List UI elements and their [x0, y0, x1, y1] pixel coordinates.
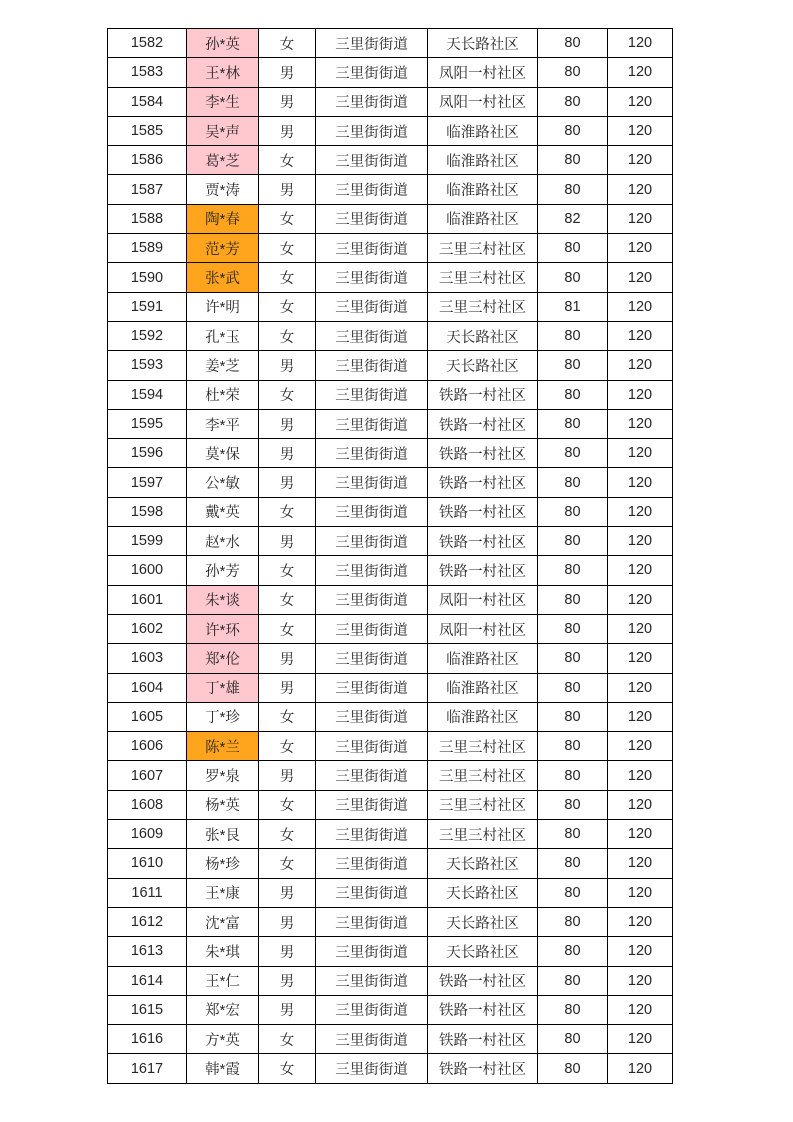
community-cell: 临淮路社区	[428, 204, 538, 233]
score-cell: 80	[538, 907, 608, 936]
name-cell: 沈*富	[187, 907, 259, 936]
street-cell: 三里街街道	[316, 468, 428, 497]
fee-cell: 120	[608, 380, 673, 409]
table-row	[108, 556, 673, 585]
gender-cell: 女	[259, 292, 316, 321]
table-row	[108, 702, 673, 731]
gender-cell: 女	[259, 29, 316, 58]
community-cell: 铁路一村社区	[428, 439, 538, 468]
fee-cell: 120	[608, 263, 673, 292]
gender-cell: 男	[259, 527, 316, 556]
table-row	[108, 351, 673, 380]
serial-cell: 1582	[108, 29, 187, 58]
score-cell: 80	[538, 937, 608, 966]
gender-cell: 男	[259, 468, 316, 497]
community-cell: 临淮路社区	[428, 116, 538, 145]
score-cell: 80	[538, 732, 608, 761]
name-cell: 王*仁	[187, 966, 259, 995]
community-cell: 天长路社区	[428, 351, 538, 380]
gender-cell: 女	[259, 585, 316, 614]
serial-cell: 1610	[108, 849, 187, 878]
name-cell: 郑*伦	[187, 644, 259, 673]
street-cell: 三里街街道	[316, 761, 428, 790]
fee-cell: 120	[608, 937, 673, 966]
street-cell: 三里街街道	[316, 409, 428, 438]
community-cell: 凤阳一村社区	[428, 585, 538, 614]
street-cell: 三里街街道	[316, 702, 428, 731]
gender-cell: 男	[259, 409, 316, 438]
fee-cell: 120	[608, 556, 673, 585]
table-row	[108, 439, 673, 468]
serial-cell: 1615	[108, 995, 187, 1024]
street-cell: 三里街街道	[316, 790, 428, 819]
table-row	[108, 966, 673, 995]
score-cell: 80	[538, 585, 608, 614]
table-row	[108, 146, 673, 175]
community-cell: 三里三村社区	[428, 292, 538, 321]
serial-cell: 1606	[108, 732, 187, 761]
table-row	[108, 292, 673, 321]
table-row	[108, 409, 673, 438]
serial-cell: 1602	[108, 614, 187, 643]
table-row	[108, 380, 673, 409]
fee-cell: 120	[608, 820, 673, 849]
name-cell: 朱*琪	[187, 937, 259, 966]
gender-cell: 女	[259, 263, 316, 292]
table-row	[108, 87, 673, 116]
community-cell: 铁路一村社区	[428, 556, 538, 585]
community-cell: 天长路社区	[428, 937, 538, 966]
score-cell: 80	[538, 878, 608, 907]
community-cell: 三里三村社区	[428, 761, 538, 790]
gender-cell: 男	[259, 761, 316, 790]
score-cell: 80	[538, 58, 608, 87]
community-cell: 临淮路社区	[428, 673, 538, 702]
table-row	[108, 878, 673, 907]
serial-cell: 1616	[108, 1025, 187, 1054]
name-cell: 赵*水	[187, 527, 259, 556]
score-cell: 80	[538, 497, 608, 526]
street-cell: 三里街街道	[316, 439, 428, 468]
fee-cell: 120	[608, 175, 673, 204]
table-row	[108, 644, 673, 673]
gender-cell: 女	[259, 849, 316, 878]
gender-cell: 男	[259, 58, 316, 87]
table-row	[108, 761, 673, 790]
table-row	[108, 790, 673, 819]
gender-cell: 女	[259, 614, 316, 643]
score-cell: 80	[538, 175, 608, 204]
fee-cell: 120	[608, 907, 673, 936]
fee-cell: 120	[608, 849, 673, 878]
score-cell: 80	[538, 409, 608, 438]
serial-cell: 1613	[108, 937, 187, 966]
community-cell: 天长路社区	[428, 321, 538, 350]
street-cell: 三里街街道	[316, 673, 428, 702]
score-cell: 80	[538, 146, 608, 175]
table-body	[108, 29, 673, 1084]
score-cell: 80	[538, 556, 608, 585]
gender-cell: 女	[259, 1054, 316, 1083]
name-cell: 李*生	[187, 87, 259, 116]
serial-cell: 1603	[108, 644, 187, 673]
fee-cell: 120	[608, 732, 673, 761]
score-cell: 80	[538, 966, 608, 995]
serial-cell: 1593	[108, 351, 187, 380]
name-cell: 王*林	[187, 58, 259, 87]
name-cell: 孙*英	[187, 29, 259, 58]
community-cell: 凤阳一村社区	[428, 58, 538, 87]
street-cell: 三里街街道	[316, 585, 428, 614]
name-cell: 丁*雄	[187, 673, 259, 702]
street-cell: 三里街街道	[316, 878, 428, 907]
roster-table	[107, 28, 673, 1084]
table-row	[108, 995, 673, 1024]
street-cell: 三里街街道	[316, 614, 428, 643]
street-cell: 三里街街道	[316, 1025, 428, 1054]
serial-cell: 1608	[108, 790, 187, 819]
community-cell: 三里三村社区	[428, 263, 538, 292]
name-cell: 杨*珍	[187, 849, 259, 878]
table-row	[108, 468, 673, 497]
community-cell: 铁路一村社区	[428, 468, 538, 497]
street-cell: 三里街街道	[316, 116, 428, 145]
gender-cell: 男	[259, 878, 316, 907]
community-cell: 临淮路社区	[428, 175, 538, 204]
street-cell: 三里街街道	[316, 644, 428, 673]
street-cell: 三里街街道	[316, 29, 428, 58]
name-cell: 许*环	[187, 614, 259, 643]
fee-cell: 120	[608, 878, 673, 907]
serial-cell: 1591	[108, 292, 187, 321]
name-cell: 郑*宏	[187, 995, 259, 1024]
serial-cell: 1589	[108, 234, 187, 263]
gender-cell: 男	[259, 351, 316, 380]
table-row	[108, 234, 673, 263]
gender-cell: 女	[259, 204, 316, 233]
fee-cell: 120	[608, 585, 673, 614]
score-cell: 80	[538, 995, 608, 1024]
street-cell: 三里街街道	[316, 527, 428, 556]
community-cell: 临淮路社区	[428, 644, 538, 673]
name-cell: 方*英	[187, 1025, 259, 1054]
score-cell: 80	[538, 29, 608, 58]
fee-cell: 120	[608, 439, 673, 468]
gender-cell: 男	[259, 175, 316, 204]
fee-cell: 120	[608, 995, 673, 1024]
gender-cell: 女	[259, 497, 316, 526]
fee-cell: 120	[608, 292, 673, 321]
score-cell: 82	[538, 204, 608, 233]
street-cell: 三里街街道	[316, 849, 428, 878]
community-cell: 凤阳一村社区	[428, 614, 538, 643]
street-cell: 三里街街道	[316, 995, 428, 1024]
fee-cell: 120	[608, 58, 673, 87]
score-cell: 80	[538, 468, 608, 497]
name-cell: 姜*芝	[187, 351, 259, 380]
gender-cell: 男	[259, 907, 316, 936]
fee-cell: 120	[608, 614, 673, 643]
gender-cell: 男	[259, 673, 316, 702]
fee-cell: 120	[608, 790, 673, 819]
street-cell: 三里街街道	[316, 87, 428, 116]
table-row	[108, 497, 673, 526]
serial-cell: 1584	[108, 87, 187, 116]
community-cell: 铁路一村社区	[428, 995, 538, 1024]
score-cell: 80	[538, 1025, 608, 1054]
score-cell: 81	[538, 292, 608, 321]
score-cell: 80	[538, 380, 608, 409]
fee-cell: 120	[608, 116, 673, 145]
serial-cell: 1607	[108, 761, 187, 790]
street-cell: 三里街街道	[316, 204, 428, 233]
community-cell: 铁路一村社区	[428, 497, 538, 526]
gender-cell: 男	[259, 966, 316, 995]
street-cell: 三里街街道	[316, 497, 428, 526]
street-cell: 三里街街道	[316, 907, 428, 936]
fee-cell: 120	[608, 702, 673, 731]
table-row	[108, 116, 673, 145]
score-cell: 80	[538, 351, 608, 380]
score-cell: 80	[538, 1054, 608, 1083]
serial-cell: 1583	[108, 58, 187, 87]
table-row	[108, 1025, 673, 1054]
serial-cell: 1585	[108, 116, 187, 145]
name-cell: 贾*涛	[187, 175, 259, 204]
fee-cell: 120	[608, 234, 673, 263]
gender-cell: 女	[259, 321, 316, 350]
name-cell: 莫*保	[187, 439, 259, 468]
street-cell: 三里街街道	[316, 146, 428, 175]
table-row	[108, 820, 673, 849]
gender-cell: 女	[259, 820, 316, 849]
community-cell: 铁路一村社区	[428, 966, 538, 995]
serial-cell: 1609	[108, 820, 187, 849]
table-row	[108, 175, 673, 204]
community-cell: 天长路社区	[428, 907, 538, 936]
street-cell: 三里街街道	[316, 175, 428, 204]
street-cell: 三里街街道	[316, 937, 428, 966]
street-cell: 三里街街道	[316, 380, 428, 409]
score-cell: 80	[538, 761, 608, 790]
score-cell: 80	[538, 820, 608, 849]
fee-cell: 120	[608, 761, 673, 790]
serial-cell: 1588	[108, 204, 187, 233]
fee-cell: 120	[608, 146, 673, 175]
serial-cell: 1594	[108, 380, 187, 409]
gender-cell: 男	[259, 644, 316, 673]
serial-cell: 1612	[108, 907, 187, 936]
table-row	[108, 732, 673, 761]
community-cell: 凤阳一村社区	[428, 87, 538, 116]
gender-cell: 男	[259, 87, 316, 116]
community-cell: 天长路社区	[428, 849, 538, 878]
community-cell: 天长路社区	[428, 878, 538, 907]
community-cell: 铁路一村社区	[428, 409, 538, 438]
name-cell: 陶*春	[187, 204, 259, 233]
name-cell: 韩*霞	[187, 1054, 259, 1083]
serial-cell: 1617	[108, 1054, 187, 1083]
serial-cell: 1600	[108, 556, 187, 585]
street-cell: 三里街街道	[316, 58, 428, 87]
name-cell: 杨*英	[187, 790, 259, 819]
name-cell: 罗*泉	[187, 761, 259, 790]
score-cell: 80	[538, 790, 608, 819]
table-row	[108, 29, 673, 58]
table-row	[108, 527, 673, 556]
street-cell: 三里街街道	[316, 263, 428, 292]
gender-cell: 女	[259, 732, 316, 761]
serial-cell: 1595	[108, 409, 187, 438]
table-row	[108, 849, 673, 878]
serial-cell: 1601	[108, 585, 187, 614]
table-row	[108, 907, 673, 936]
serial-cell: 1596	[108, 439, 187, 468]
gender-cell: 男	[259, 116, 316, 145]
name-cell: 丁*珍	[187, 702, 259, 731]
community-cell: 天长路社区	[428, 29, 538, 58]
community-cell: 三里三村社区	[428, 790, 538, 819]
fee-cell: 120	[608, 1054, 673, 1083]
community-cell: 三里三村社区	[428, 732, 538, 761]
community-cell: 铁路一村社区	[428, 380, 538, 409]
score-cell: 80	[538, 116, 608, 145]
score-cell: 80	[538, 673, 608, 702]
community-cell: 临淮路社区	[428, 702, 538, 731]
street-cell: 三里街街道	[316, 556, 428, 585]
name-cell: 许*明	[187, 292, 259, 321]
table-row	[108, 585, 673, 614]
score-cell: 80	[538, 849, 608, 878]
gender-cell: 女	[259, 790, 316, 819]
gender-cell: 男	[259, 937, 316, 966]
fee-cell: 120	[608, 644, 673, 673]
serial-cell: 1590	[108, 263, 187, 292]
gender-cell: 女	[259, 234, 316, 263]
score-cell: 80	[538, 263, 608, 292]
gender-cell: 女	[259, 1025, 316, 1054]
name-cell: 戴*英	[187, 497, 259, 526]
score-cell: 80	[538, 87, 608, 116]
name-cell: 李*平	[187, 409, 259, 438]
fee-cell: 120	[608, 321, 673, 350]
name-cell: 杜*荣	[187, 380, 259, 409]
street-cell: 三里街街道	[316, 234, 428, 263]
fee-cell: 120	[608, 351, 673, 380]
serial-cell: 1587	[108, 175, 187, 204]
table-row	[108, 321, 673, 350]
fee-cell: 120	[608, 673, 673, 702]
fee-cell: 120	[608, 409, 673, 438]
street-cell: 三里街街道	[316, 966, 428, 995]
community-cell: 铁路一村社区	[428, 1025, 538, 1054]
score-cell: 80	[538, 644, 608, 673]
gender-cell: 女	[259, 146, 316, 175]
name-cell: 陈*兰	[187, 732, 259, 761]
fee-cell: 120	[608, 204, 673, 233]
score-cell: 80	[538, 527, 608, 556]
community-cell: 三里三村社区	[428, 234, 538, 263]
table-row	[108, 1054, 673, 1083]
name-cell: 吴*声	[187, 116, 259, 145]
fee-cell: 120	[608, 497, 673, 526]
gender-cell: 女	[259, 556, 316, 585]
fee-cell: 120	[608, 87, 673, 116]
fee-cell: 120	[608, 468, 673, 497]
table-row	[108, 673, 673, 702]
fee-cell: 120	[608, 966, 673, 995]
community-cell: 临淮路社区	[428, 146, 538, 175]
gender-cell: 女	[259, 702, 316, 731]
name-cell: 张*武	[187, 263, 259, 292]
gender-cell: 男	[259, 439, 316, 468]
fee-cell: 120	[608, 1025, 673, 1054]
table-row	[108, 58, 673, 87]
name-cell: 张*艮	[187, 820, 259, 849]
serial-cell: 1597	[108, 468, 187, 497]
score-cell: 80	[538, 614, 608, 643]
score-cell: 80	[538, 321, 608, 350]
serial-cell: 1604	[108, 673, 187, 702]
score-cell: 80	[538, 234, 608, 263]
serial-cell: 1605	[108, 702, 187, 731]
serial-cell: 1598	[108, 497, 187, 526]
name-cell: 朱*谈	[187, 585, 259, 614]
community-cell: 铁路一村社区	[428, 527, 538, 556]
serial-cell: 1614	[108, 966, 187, 995]
fee-cell: 120	[608, 29, 673, 58]
gender-cell: 男	[259, 995, 316, 1024]
table-row	[108, 614, 673, 643]
table-row	[108, 937, 673, 966]
community-cell: 铁路一村社区	[428, 1054, 538, 1083]
score-cell: 80	[538, 439, 608, 468]
street-cell: 三里街街道	[316, 292, 428, 321]
name-cell: 公*敏	[187, 468, 259, 497]
street-cell: 三里街街道	[316, 351, 428, 380]
score-cell: 80	[538, 702, 608, 731]
serial-cell: 1611	[108, 878, 187, 907]
name-cell: 王*康	[187, 878, 259, 907]
table-row	[108, 204, 673, 233]
street-cell: 三里街街道	[316, 732, 428, 761]
name-cell: 孔*玉	[187, 321, 259, 350]
serial-cell: 1599	[108, 527, 187, 556]
name-cell: 葛*芝	[187, 146, 259, 175]
table-row	[108, 263, 673, 292]
street-cell: 三里街街道	[316, 1054, 428, 1083]
street-cell: 三里街街道	[316, 321, 428, 350]
street-cell: 三里街街道	[316, 820, 428, 849]
fee-cell: 120	[608, 527, 673, 556]
name-cell: 范*芳	[187, 234, 259, 263]
serial-cell: 1592	[108, 321, 187, 350]
gender-cell: 女	[259, 380, 316, 409]
community-cell: 三里三村社区	[428, 820, 538, 849]
name-cell: 孙*芳	[187, 556, 259, 585]
serial-cell: 1586	[108, 146, 187, 175]
